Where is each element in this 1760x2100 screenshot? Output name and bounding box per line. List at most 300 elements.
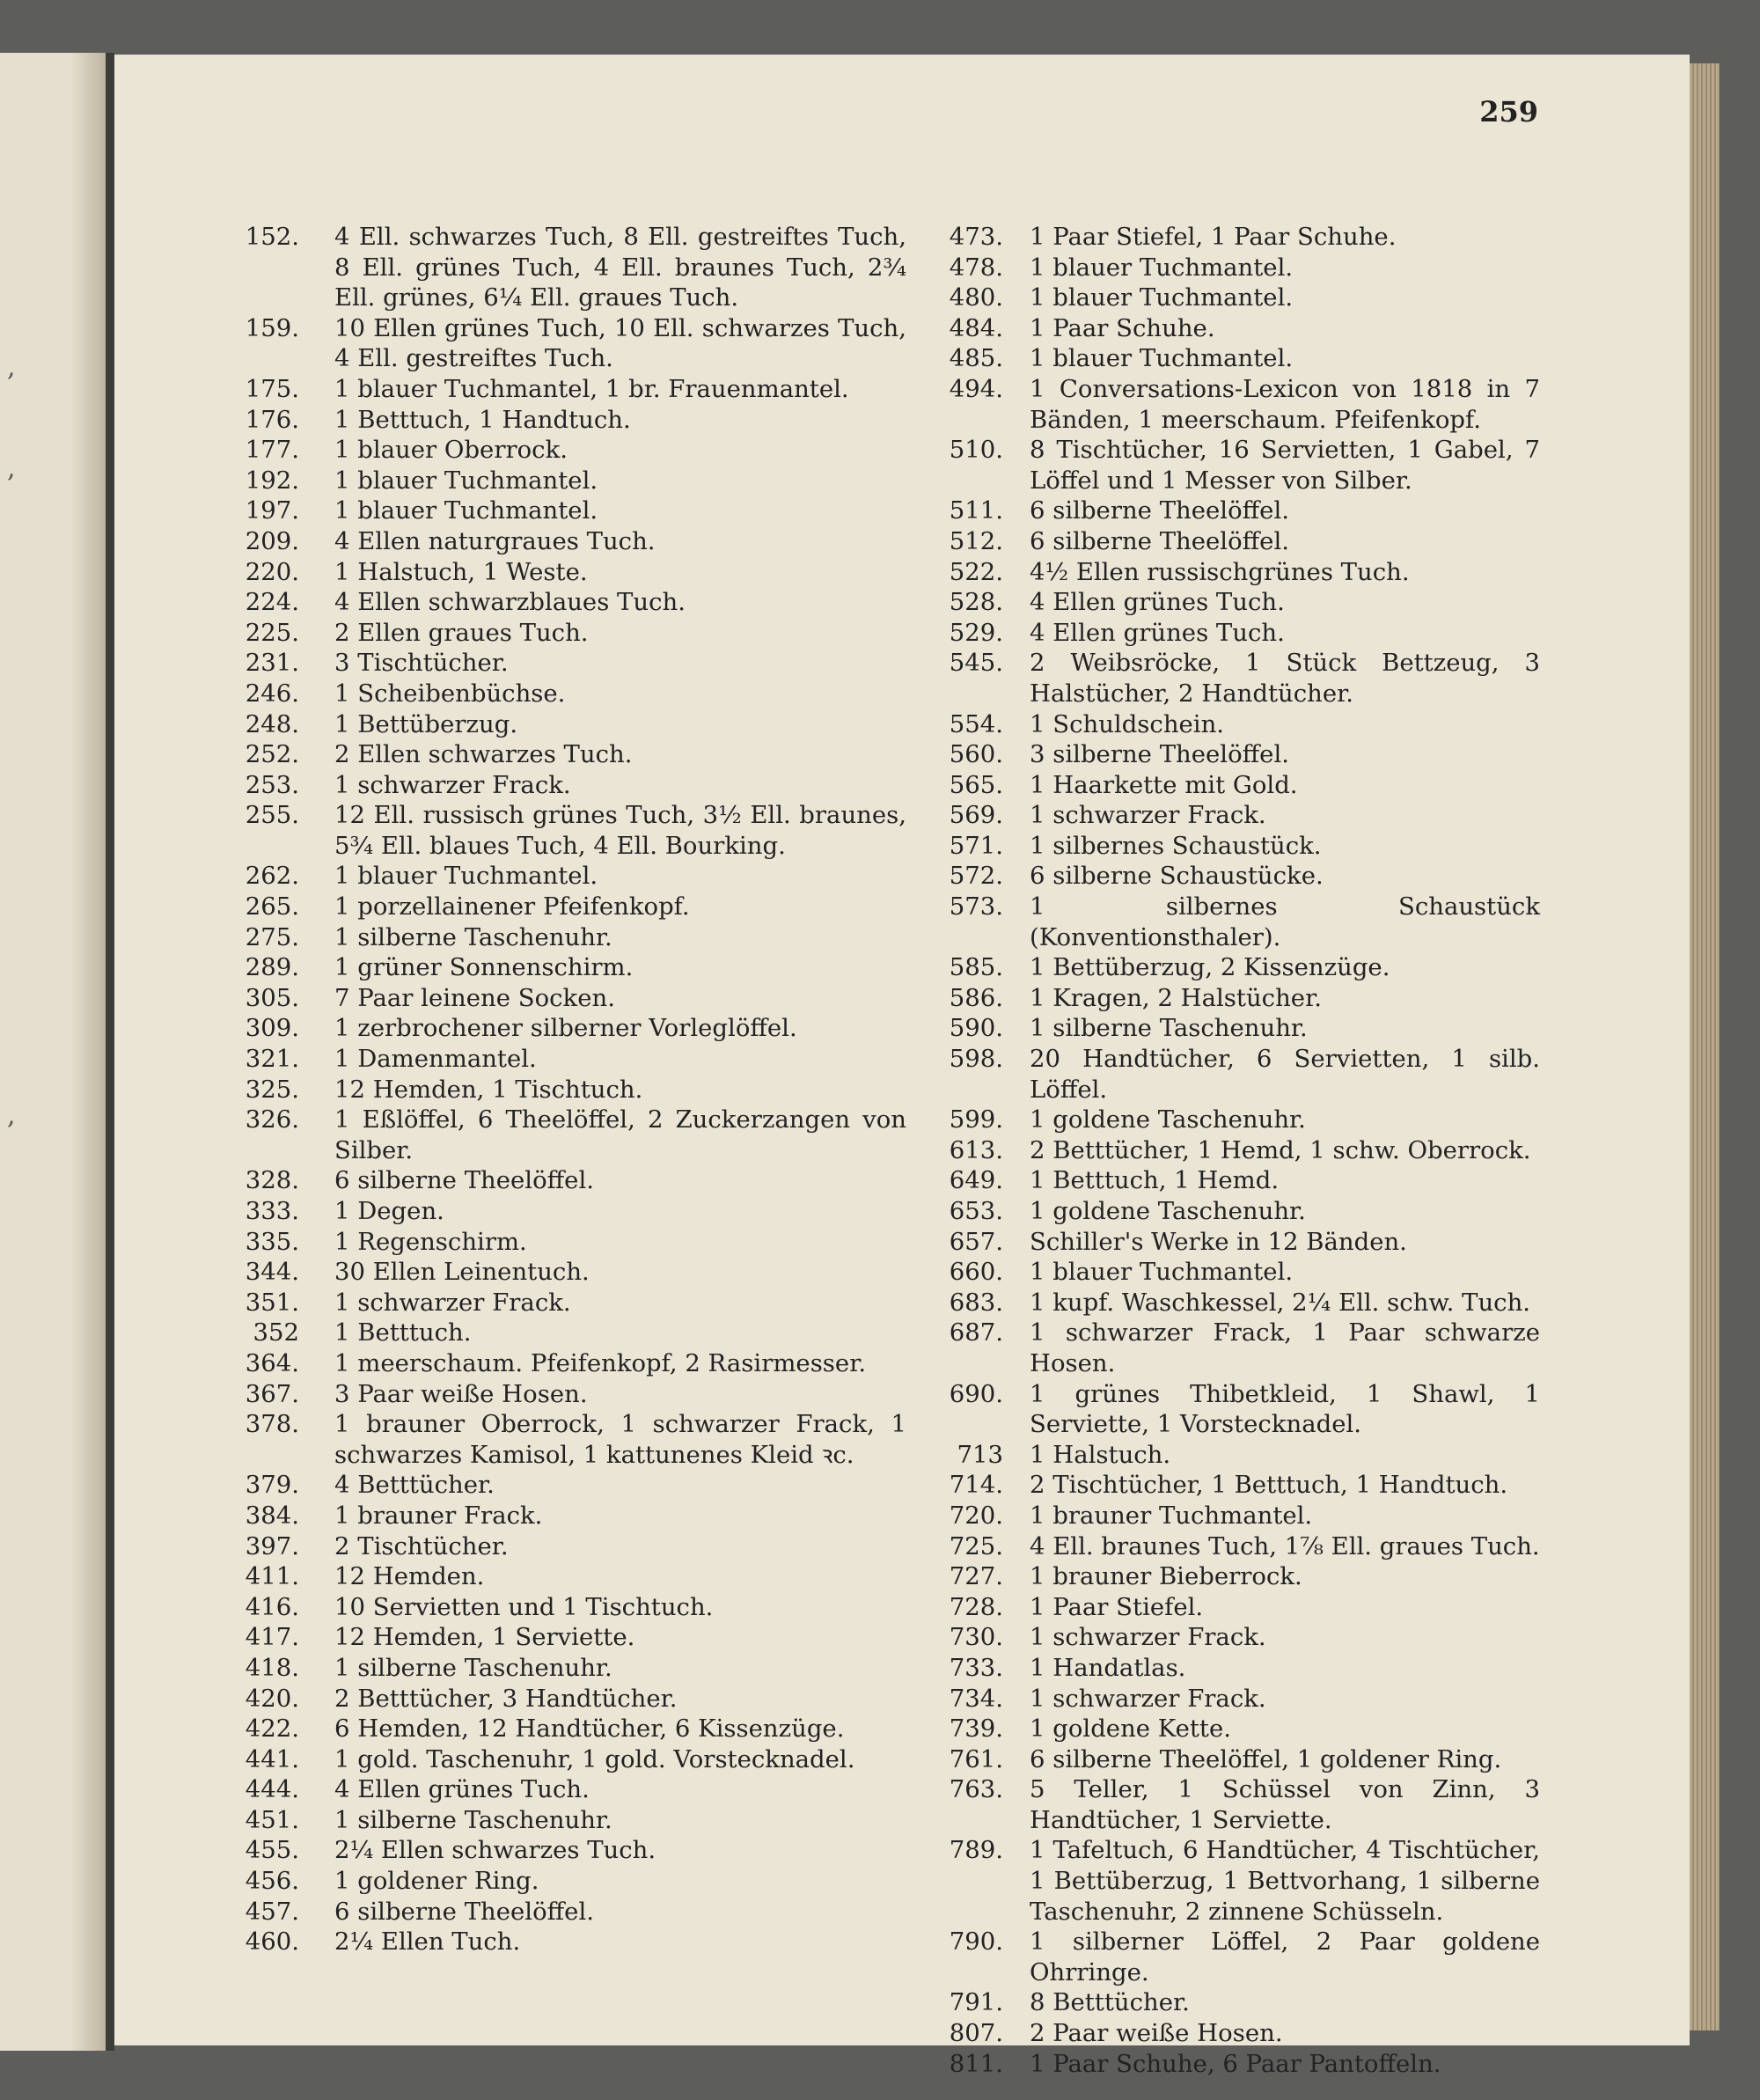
list-item	[906, 283, 1540, 313]
list-item	[185, 618, 906, 649]
list-item	[906, 313, 1540, 344]
list-item	[185, 861, 906, 892]
item-number: 152.	[245, 223, 299, 251]
item-number: 733.	[949, 1653, 1003, 1682]
item-description: 1 brauner Bieberrock.	[1030, 1562, 1302, 1591]
item-description: 1 blauer Tuchmantel.	[334, 466, 598, 495]
list-item	[185, 1470, 906, 1501]
item-number: 246.	[245, 679, 299, 708]
list-item	[906, 892, 1540, 952]
item-description: 1 schwarzer Frack.	[1030, 1684, 1266, 1713]
list-item	[906, 526, 1540, 557]
item-number: 367.	[245, 1379, 299, 1408]
item-number: 730.	[949, 1623, 1003, 1652]
item-number: 473.	[949, 223, 1003, 251]
item-number: 480.	[949, 283, 1003, 312]
item-description: 4½ Ellen russischgrünes Tuch.	[1030, 557, 1410, 586]
list-item	[185, 466, 906, 496]
item-description: 1 porzellainener Pfeifenkopf.	[334, 892, 690, 922]
item-number: 657.	[949, 1227, 1003, 1256]
list-item	[906, 587, 1540, 618]
list-item	[906, 1135, 1540, 1166]
item-description: 1 Handatlas.	[1030, 1653, 1186, 1682]
list-item	[185, 587, 906, 618]
item-description: 1 blauer Tuchmantel.	[1030, 1258, 1294, 1287]
item-number: 265.	[245, 892, 299, 922]
left-page-mark: ,	[7, 1100, 16, 1131]
list-item	[906, 1105, 1540, 1135]
item-description: 1 silberne Taschenuhr.	[334, 1805, 612, 1834]
item-description: 12 Ell. russisch grünes Tuch, 3½ Ell. braunes, 5¾ Ell. blaues Tuch, 4 Ell. Bourking.	[334, 801, 906, 860]
item-number: 255.	[245, 801, 299, 830]
list-item	[906, 1592, 1540, 1623]
list-item	[185, 1379, 906, 1410]
list-item	[906, 1257, 1540, 1288]
item-number: 571.	[949, 831, 1003, 860]
list-item	[906, 1501, 1540, 1531]
list-item	[906, 1714, 1540, 1744]
item-description: 1 blauer Tuchmantel.	[1030, 283, 1294, 312]
list-item	[185, 1257, 906, 1288]
item-number: 460.	[245, 1927, 299, 1957]
item-description: 8 Betttücher.	[1030, 1988, 1190, 2017]
item-description: 6 Hemden, 12 Handtücher, 6 Kissenzüge.	[334, 1715, 845, 1744]
item-number: 572.	[949, 862, 1003, 891]
left-column	[185, 222, 906, 1957]
list-item	[185, 1592, 906, 1623]
item-description: 1 zerbrochener silberner Vorleglöffel.	[334, 1014, 797, 1043]
item-number: 289.	[245, 953, 299, 982]
item-description: 2 Ellen schwarzes Tuch.	[334, 740, 633, 769]
item-description: 1 Kragen, 2 Halstücher.	[1030, 983, 1322, 1012]
item-number: 690.	[949, 1379, 1003, 1408]
item-description: 1 Betttuch, 1 Hemd.	[1030, 1166, 1280, 1195]
list-item	[185, 496, 906, 526]
list-item	[185, 648, 906, 679]
list-item	[906, 770, 1540, 801]
list-item	[906, 343, 1540, 374]
item-number: 653.	[949, 1197, 1003, 1225]
list-item	[906, 709, 1540, 740]
left-page-fold	[70, 53, 106, 2051]
item-description: 1 schwarzer Frack.	[1030, 1623, 1266, 1652]
item-number: 807.	[949, 2019, 1003, 2048]
item-description: 1 Bettüberzug, 2 Kissenzüge.	[1030, 953, 1390, 982]
list-item	[185, 222, 906, 313]
list-item	[185, 1165, 906, 1196]
list-item	[185, 1744, 906, 1775]
item-description: 1 silberne Taschenuhr.	[334, 1653, 612, 1682]
item-number: 484.	[949, 313, 1003, 342]
list-item	[906, 800, 1540, 831]
list-item	[185, 679, 906, 709]
item-description: 1 brauner Tuchmantel.	[1030, 1501, 1313, 1530]
list-item	[185, 800, 906, 861]
item-description: 10 Ellen grünes Tuch, 10 Ell. schwarzes Tuch, 4 Ell. gestreiftes Tuch.	[334, 313, 906, 373]
list-item	[185, 1013, 906, 1044]
list-item	[185, 1044, 906, 1075]
list-item	[906, 1927, 1540, 1987]
list-item	[906, 1774, 1540, 1835]
list-item	[185, 952, 906, 983]
item-number: 529.	[949, 618, 1003, 647]
item-number: 725.	[949, 1531, 1003, 1560]
item-number: 351.	[245, 1288, 299, 1317]
list-item	[185, 1622, 906, 1653]
page-stack-edge	[1690, 63, 1720, 2030]
list-item	[906, 1987, 1540, 2018]
item-number: 175.	[245, 374, 299, 403]
list-item	[185, 1714, 906, 1744]
item-number: 485.	[949, 344, 1003, 373]
item-description: 12 Hemden, 1 Tischtuch.	[334, 1075, 643, 1104]
item-description: 6 silberne Theelöffel.	[334, 1166, 594, 1195]
left-page-edge	[0, 53, 107, 2051]
item-number: 176.	[245, 405, 299, 434]
item-description: 1 schwarzer Frack.	[334, 1288, 571, 1317]
list-item	[906, 1379, 1540, 1440]
list-item	[185, 405, 906, 436]
item-number: 728.	[949, 1592, 1003, 1621]
item-description: 1 Damenmantel.	[334, 1045, 537, 1074]
list-item	[185, 1105, 906, 1165]
book-gutter	[106, 53, 114, 2051]
item-description: 2 Betttücher, 3 Handtücher.	[334, 1684, 678, 1713]
list-item	[906, 1653, 1540, 1684]
list-item	[906, 2018, 1540, 2049]
item-number: 599.	[949, 1105, 1003, 1134]
list-item	[906, 2049, 1540, 2080]
list-item	[185, 983, 906, 1014]
list-item	[906, 1196, 1540, 1227]
item-description: 4 Ellen grünes Tuch.	[1030, 618, 1285, 647]
list-item	[906, 1744, 1540, 1775]
item-number: 687.	[949, 1318, 1003, 1347]
list-item	[906, 253, 1540, 283]
item-description: 4 Ellen naturgraues Tuch.	[334, 526, 656, 555]
page-number: 259	[1479, 95, 1538, 128]
list-item	[906, 739, 1540, 770]
item-number: 248.	[245, 709, 299, 738]
item-number: 598.	[949, 1045, 1003, 1074]
list-item	[185, 1866, 906, 1897]
item-number: 344.	[245, 1258, 299, 1287]
item-number: 411.	[245, 1562, 299, 1591]
item-description: 1 goldene Taschenuhr.	[1030, 1197, 1306, 1225]
item-number: 197.	[245, 496, 299, 525]
item-number: 789.	[949, 1836, 1003, 1865]
item-description: 2 Weibsröcke, 1 Stück Bettzeug, 3 Halstücher, 2 Handtücher.	[1030, 649, 1540, 708]
item-number: 478.	[949, 253, 1003, 282]
item-number: 761.	[949, 1744, 1003, 1773]
item-number: 177.	[245, 436, 299, 465]
list-item	[185, 526, 906, 557]
item-number: 325.	[245, 1075, 299, 1104]
item-description: 1 Betttuch.	[334, 1318, 472, 1347]
item-number: 262.	[245, 862, 299, 891]
item-number: 417.	[245, 1623, 299, 1652]
list-item	[906, 618, 1540, 649]
item-number: 734.	[949, 1684, 1003, 1713]
item-number: 444.	[245, 1775, 299, 1804]
item-description: 6 silberne Schaustücke.	[1030, 862, 1324, 891]
item-number: 309.	[245, 1014, 299, 1043]
item-description: 2¼ Ellen Tuch.	[334, 1927, 521, 1957]
item-number: 714.	[949, 1471, 1003, 1500]
list-item	[185, 1805, 906, 1836]
item-number: 384.	[245, 1501, 299, 1530]
item-description: 4 Betttücher.	[334, 1471, 495, 1500]
item-description: 2 Ellen graues Tuch.	[334, 618, 589, 647]
item-description: 1 Halstuch.	[1030, 1440, 1171, 1469]
item-description: 5 Teller, 1 Schüssel von Zinn, 3 Handtücher, 1 Serviette.	[1030, 1775, 1540, 1834]
item-number: 554.	[949, 709, 1003, 738]
item-description: 20 Handtücher, 6 Servietten, 1 silb. Löffel.	[1030, 1045, 1540, 1104]
item-description: 6 silberne Theelöffel.	[334, 1897, 594, 1926]
list-item	[906, 831, 1540, 862]
item-description: 3 Tischtücher.	[334, 649, 509, 678]
item-description: 1 Tafeltuch, 6 Handtücher, 4 Tischtücher, 1 Bettüberzug, 1 Bettvorhang, 1 silberne Taschenuhr, 2 zinnene Schüsseln.	[1030, 1836, 1540, 1926]
item-number: 378.	[245, 1410, 299, 1439]
item-number: 522.	[949, 557, 1003, 586]
item-number: 364.	[245, 1348, 299, 1377]
item-description: 3 Paar weiße Hosen.	[334, 1379, 588, 1408]
list-item	[906, 1318, 1540, 1378]
list-item	[906, 557, 1540, 588]
item-description: 1 Haarkette mit Gold.	[1030, 770, 1298, 799]
item-number: 573.	[949, 892, 1003, 922]
item-number: 335.	[245, 1227, 299, 1256]
item-description: 4 Ell. schwarzes Tuch, 8 Ell. gestreiftes Tuch, 8 Ell. grünes Tuch, 4 Ell. braunes Tuch, 2¾ Ell. grünes, 6¼ Ell. graues Tuch.	[334, 223, 906, 312]
item-description: 1 blauer Tuchmantel.	[1030, 253, 1294, 282]
item-number: 231.	[245, 649, 299, 678]
list-item	[185, 1196, 906, 1227]
left-page-mark: ,	[7, 352, 16, 383]
item-description: 1 Conversations-Lexicon von 1818 in 7 Bänden, 1 meerschaum. Pfeifenkopf.	[1030, 374, 1540, 434]
list-item	[185, 739, 906, 770]
item-description: 1 goldene Kette.	[1030, 1715, 1231, 1744]
item-description: 8 Tischtücher, 16 Servietten, 1 Gabel, 7 Löffel und 1 Messer von Silber.	[1030, 436, 1540, 495]
item-description: 6 silberne Theelöffel, 1 goldener Ring.	[1030, 1744, 1502, 1773]
item-description: 1 Halstuch, 1 Weste.	[334, 557, 588, 586]
list-item	[185, 435, 906, 466]
item-description: 1 brauner Oberrock, 1 schwarzer Frack, 1 schwarzes Kamisol, 1 kattunenes Kleid ꝛc.	[334, 1410, 906, 1469]
item-description: 2 Paar weiße Hosen.	[1030, 2019, 1283, 2048]
item-number: 613.	[949, 1135, 1003, 1164]
item-number: 569.	[949, 801, 1003, 830]
list-item	[906, 1531, 1540, 1562]
list-item	[185, 1531, 906, 1562]
item-number: 397.	[245, 1531, 299, 1560]
item-number: 660.	[949, 1258, 1003, 1287]
list-item	[906, 952, 1540, 983]
item-number: 455.	[245, 1836, 299, 1865]
item-number: 590.	[949, 1014, 1003, 1043]
item-description: 1 Regenschirm.	[334, 1227, 527, 1256]
item-number: 790.	[949, 1927, 1003, 1957]
item-description: Schiller's Werke in 12 Bänden.	[1030, 1227, 1407, 1256]
item-description: 12 Hemden, 1 Serviette.	[334, 1623, 635, 1652]
item-description: 1 Paar Schuhe, 6 Paar Pantoffeln.	[1030, 2049, 1441, 2078]
item-description: 1 Paar Stiefel, 1 Paar Schuhe.	[1030, 223, 1397, 251]
item-description: 1 schwarzer Frack, 1 Paar schwarze Hosen.	[1030, 1318, 1540, 1377]
item-description: 1 silbernes Schaustück (Konventionsthaler).	[1030, 892, 1540, 951]
list-item	[906, 1013, 1540, 1044]
list-item	[185, 1348, 906, 1379]
list-item	[185, 1684, 906, 1715]
list-item	[906, 861, 1540, 892]
item-number: 379.	[245, 1471, 299, 1500]
list-item	[906, 1622, 1540, 1653]
item-number: 192.	[245, 466, 299, 495]
list-item	[185, 313, 906, 374]
item-number: 512.	[949, 526, 1003, 555]
item-description: 1 goldener Ring.	[334, 1867, 539, 1896]
item-description: 4 Ellen grünes Tuch.	[1030, 588, 1285, 617]
item-number: 720.	[949, 1501, 1003, 1530]
list-item	[185, 922, 906, 953]
list-item	[906, 1835, 1540, 1927]
item-number: 305.	[245, 983, 299, 1012]
item-number: 441.	[245, 1744, 299, 1773]
item-description: 1 Degen.	[334, 1197, 444, 1225]
list-item	[185, 1653, 906, 1684]
item-number: 420.	[245, 1684, 299, 1713]
list-item	[906, 222, 1540, 253]
item-number: 683.	[949, 1288, 1003, 1317]
item-number: 159.	[245, 313, 299, 342]
list-item	[906, 1044, 1540, 1105]
item-description: 1 silberne Taschenuhr.	[334, 922, 612, 951]
item-number: 649.	[949, 1166, 1003, 1195]
list-item	[185, 1318, 906, 1348]
item-description: 1 brauner Frack.	[334, 1501, 543, 1530]
list-item	[185, 557, 906, 588]
item-description: 4 Ellen grünes Tuch.	[334, 1775, 590, 1804]
item-description: 1 Eßlöffel, 6 Theelöffel, 2 Zuckerzangen von Silber.	[334, 1105, 906, 1164]
right-column	[906, 222, 1540, 2079]
item-description: 12 Hemden.	[334, 1562, 485, 1591]
item-description: 4 Ellen schwarzblaues Tuch.	[334, 588, 686, 617]
item-description: 1 goldene Taschenuhr.	[1030, 1105, 1306, 1134]
list-item	[185, 1774, 906, 1805]
item-number: 457.	[245, 1897, 299, 1926]
item-number: 418.	[245, 1653, 299, 1682]
item-description: 2 Betttücher, 1 Hemd, 1 schw. Oberrock.	[1030, 1135, 1531, 1164]
item-number: 528.	[949, 588, 1003, 617]
item-number: 763.	[949, 1775, 1003, 1804]
item-number: 328.	[245, 1166, 299, 1195]
item-description: 1 meerschaum. Pfeifenkopf, 2 Rasirmesser.	[334, 1348, 867, 1377]
item-description: 4 Ell. braunes Tuch, 1⅞ Ell. graues Tuch.	[1030, 1531, 1540, 1560]
list-item	[185, 892, 906, 922]
item-number: 252.	[245, 740, 299, 769]
item-number: 225.	[245, 618, 299, 647]
item-number: 510.	[949, 436, 1003, 465]
list-item	[906, 374, 1540, 435]
list-item	[906, 1227, 1540, 1258]
list-item	[185, 374, 906, 405]
list-item	[906, 1165, 1540, 1196]
list-item	[185, 1227, 906, 1258]
item-description: 1 Betttuch, 1 Handtuch.	[334, 405, 631, 434]
item-number: 545.	[949, 649, 1003, 678]
list-item	[906, 1288, 1540, 1318]
item-number: 224.	[245, 588, 299, 617]
item-number: 352	[253, 1318, 299, 1347]
item-description: 1 blauer Tuchmantel.	[334, 862, 598, 891]
item-description: 1 gold. Taschenuhr, 1 gold. Vorstecknadel.	[334, 1744, 855, 1773]
list-item	[185, 1927, 906, 1957]
item-description: 1 blauer Tuchmantel.	[1030, 344, 1294, 373]
item-number: 727.	[949, 1562, 1003, 1591]
list-item	[185, 709, 906, 740]
list-item	[906, 983, 1540, 1014]
item-number: 511.	[949, 496, 1003, 525]
item-description: 30 Ellen Leinentuch.	[334, 1258, 590, 1287]
item-description: 6 silberne Theelöffel.	[1030, 496, 1289, 525]
item-description: 2 Tischtücher.	[334, 1531, 509, 1560]
item-number: 585.	[949, 953, 1003, 982]
item-description: 2 Tischtücher, 1 Betttuch, 1 Handtuch.	[1030, 1471, 1508, 1500]
item-description: 7 Paar leinene Socken.	[334, 983, 615, 1012]
item-number: 326.	[245, 1105, 299, 1134]
item-number: 422.	[245, 1715, 299, 1744]
item-number: 253.	[245, 770, 299, 799]
list-item	[906, 1561, 1540, 1592]
item-number: 811.	[949, 2049, 1003, 2078]
item-number: 494.	[949, 374, 1003, 403]
item-description: 1 schwarzer Frack.	[334, 770, 571, 799]
item-description: 1 blauer Tuchmantel, 1 br. Frauenmantel.	[334, 374, 849, 403]
list-item	[906, 1440, 1540, 1471]
left-page-mark: ,	[7, 453, 16, 484]
item-description: 6 silberne Theelöffel.	[1030, 526, 1289, 555]
item-description: 1 kupf. Waschkessel, 2¼ Ell. schw. Tuch.	[1030, 1288, 1531, 1317]
item-description: 1 Bettüberzug.	[334, 709, 518, 738]
item-number: 220.	[245, 557, 299, 586]
item-description: 1 blauer Oberrock.	[334, 436, 568, 465]
item-number: 209.	[245, 526, 299, 555]
item-number: 586.	[949, 983, 1003, 1012]
list-item	[185, 1288, 906, 1318]
item-number: 456.	[245, 1867, 299, 1896]
list-item	[906, 1684, 1540, 1715]
list-item	[906, 1470, 1540, 1501]
item-number: 560.	[949, 740, 1003, 769]
item-number: 333.	[245, 1197, 299, 1225]
item-description: 1 Scheibenbüchse.	[334, 679, 566, 708]
list-item	[185, 1897, 906, 1927]
list-item	[185, 1561, 906, 1592]
item-number: 321.	[245, 1045, 299, 1074]
item-number: 451.	[245, 1805, 299, 1834]
item-description: 1 grüner Sonnenschirm.	[334, 953, 634, 982]
item-number: 791.	[949, 1988, 1003, 2017]
item-number: 416.	[245, 1592, 299, 1621]
item-description: 1 silberne Taschenuhr.	[1030, 1014, 1308, 1043]
list-item	[185, 1075, 906, 1105]
item-description: 2¼ Ellen schwarzes Tuch.	[334, 1836, 656, 1865]
list-item	[906, 496, 1540, 526]
item-description: 1 grünes Thibetkleid, 1 Shawl, 1 Serviette, 1 Vorstecknadel.	[1030, 1379, 1540, 1439]
item-description: 1 schwarzer Frack.	[1030, 801, 1266, 830]
item-number: 713	[957, 1440, 1003, 1469]
list-item	[185, 770, 906, 801]
item-description: 1 silberner Löffel, 2 Paar goldene Ohrringe.	[1030, 1927, 1540, 1986]
item-description: 1 Schuldschein.	[1030, 709, 1225, 738]
list-item	[906, 435, 1540, 496]
